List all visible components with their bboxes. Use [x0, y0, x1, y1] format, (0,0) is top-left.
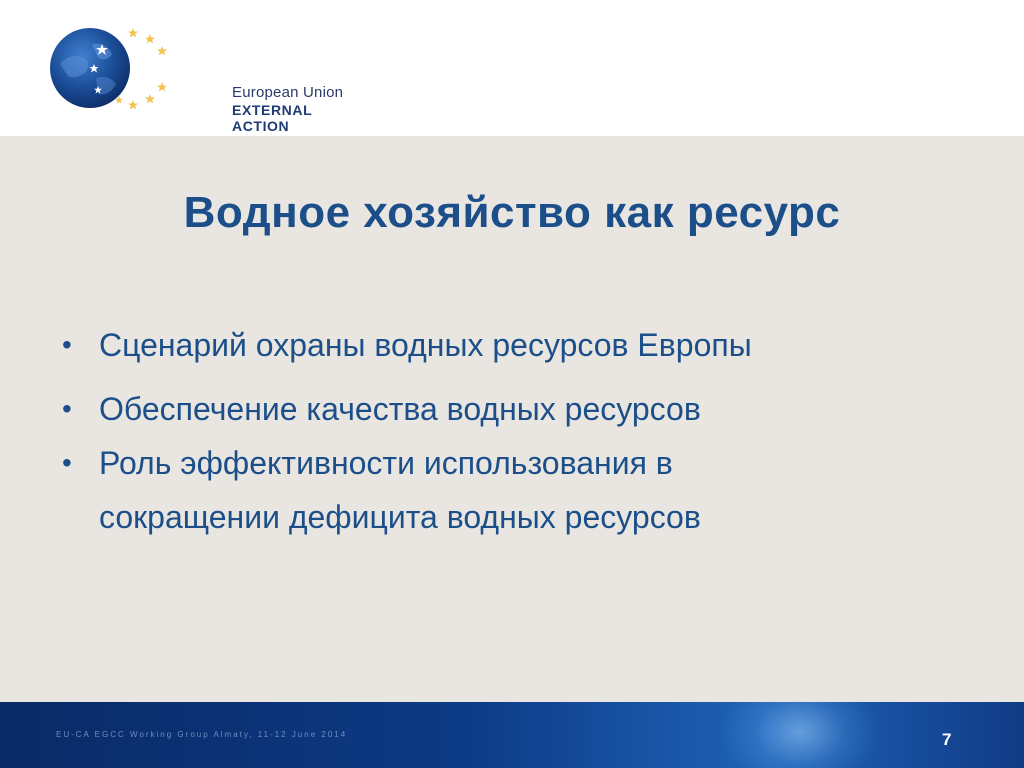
- eu-external-action-logo: [46, 24, 356, 134]
- bullet-item: [62, 436, 859, 544]
- logo-text-european-union: European Union: [232, 84, 344, 101]
- slide-header: [0, 0, 1024, 136]
- bullet-dot-icon: •: [62, 393, 72, 424]
- bullet-text: Сценарий охраны водных ресурсов Европы: [99, 327, 752, 363]
- footer-event-text: EU-CA EGCC Working Group Almaty, 11-12 June 2014: [56, 730, 348, 739]
- page-number: 7: [942, 730, 952, 749]
- bullet-text: Роль эффективности использования в сокращении дефицита водных ресурсов: [99, 445, 701, 535]
- bullet-text: Обеспечение качества водных ресурсов: [99, 391, 701, 427]
- bullet-item: [62, 382, 962, 436]
- bullet-dot-icon: •: [62, 447, 72, 478]
- footer-glow: [720, 702, 880, 768]
- slide-footer: [0, 702, 1024, 768]
- slide-title: Водное хозяйство как ресурс: [183, 188, 841, 237]
- bullet-dot-icon: •: [62, 329, 72, 360]
- bullet-list: [62, 318, 962, 544]
- logo-text-external-action: EXTERNAL ACTION: [232, 102, 312, 134]
- bullet-item: [62, 318, 962, 372]
